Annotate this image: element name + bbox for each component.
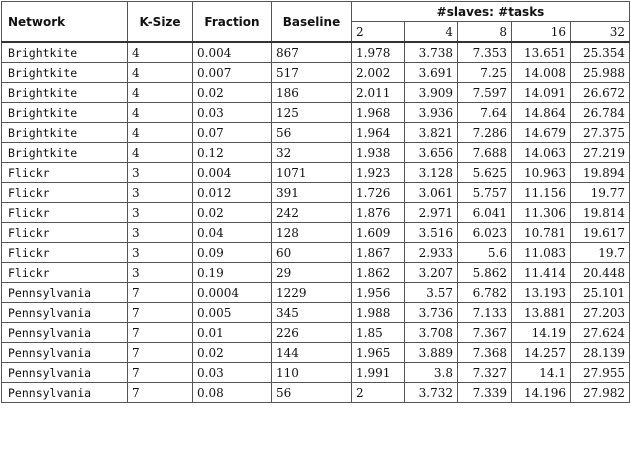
- baseline-cell: 32: [272, 143, 352, 163]
- subheader-4: 4: [405, 22, 458, 43]
- table-row: [2, 323, 630, 343]
- network-cell: Pennsylvania: [2, 343, 128, 363]
- speedup-16-cell: 14.19: [512, 323, 571, 343]
- network-cell: Pennsylvania: [2, 283, 128, 303]
- speedup-32-cell: 27.982: [571, 383, 630, 403]
- speedup-32-cell: 25.354: [571, 42, 630, 63]
- fraction-cell: 0.02: [193, 203, 272, 223]
- k-size-cell: 4: [128, 42, 193, 63]
- table-body: [2, 42, 630, 403]
- network-cell: Flickr: [2, 263, 128, 283]
- table-row: [2, 263, 630, 283]
- speedup-8-cell: 6.041: [458, 203, 512, 223]
- results-table: [1, 1, 630, 403]
- fraction-cell: 0.02: [193, 83, 272, 103]
- speedup-8-cell: 7.25: [458, 63, 512, 83]
- baseline-cell: 1071: [272, 163, 352, 183]
- table-row: [2, 283, 630, 303]
- speedup-8-cell: 7.353: [458, 42, 512, 63]
- table-row: [2, 63, 630, 83]
- k-size-cell: 7: [128, 343, 193, 363]
- baseline-cell: 29: [272, 263, 352, 283]
- header-row: [2, 2, 630, 22]
- speedup-16-cell: 11.414: [512, 263, 571, 283]
- speedup-4-cell: 3.061: [405, 183, 458, 203]
- speedup-4-cell: 2.971: [405, 203, 458, 223]
- k-size-cell: 7: [128, 283, 193, 303]
- speedup-2-cell: 1.726: [352, 183, 405, 203]
- speedup-32-cell: 26.672: [571, 83, 630, 103]
- speedup-16-cell: 13.881: [512, 303, 571, 323]
- speedup-2-cell: 1.991: [352, 363, 405, 383]
- baseline-header: Baseline: [272, 2, 352, 43]
- speedup-4-cell: 3.821: [405, 123, 458, 143]
- fraction-cell: 0.004: [193, 163, 272, 183]
- k-size-cell: 3: [128, 263, 193, 283]
- speedup-16-cell: 10.781: [512, 223, 571, 243]
- baseline-cell: 60: [272, 243, 352, 263]
- baseline-cell: 110: [272, 363, 352, 383]
- network-cell: Pennsylvania: [2, 323, 128, 343]
- speedup-2-cell: 1.867: [352, 243, 405, 263]
- k-size-cell: 7: [128, 323, 193, 343]
- fraction-header: Fraction: [193, 2, 272, 43]
- table-row: [2, 303, 630, 323]
- speedup-2-cell: 2: [352, 383, 405, 403]
- speedup-16-cell: 10.963: [512, 163, 571, 183]
- k-size-cell: 3: [128, 243, 193, 263]
- table-row: [2, 343, 630, 363]
- baseline-cell: 517: [272, 63, 352, 83]
- speedup-8-cell: 7.367: [458, 323, 512, 343]
- speedup-2-cell: 1.923: [352, 163, 405, 183]
- speedup-8-cell: 6.023: [458, 223, 512, 243]
- speedup-16-cell: 13.193: [512, 283, 571, 303]
- speedup-4-cell: 3.909: [405, 83, 458, 103]
- speedup-4-cell: 3.936: [405, 103, 458, 123]
- speedup-32-cell: 19.7: [571, 243, 630, 263]
- speedup-4-cell: 3.207: [405, 263, 458, 283]
- baseline-cell: 56: [272, 383, 352, 403]
- table-row: [2, 103, 630, 123]
- network-cell: Brightkite: [2, 123, 128, 143]
- speedup-16-cell: 14.679: [512, 123, 571, 143]
- speedup-16-cell: 14.008: [512, 63, 571, 83]
- speedup-32-cell: 27.219: [571, 143, 630, 163]
- speedup-16-cell: 14.257: [512, 343, 571, 363]
- fraction-cell: 0.07: [193, 123, 272, 143]
- baseline-cell: 186: [272, 83, 352, 103]
- fraction-cell: 0.04: [193, 223, 272, 243]
- baseline-cell: 56: [272, 123, 352, 143]
- speedup-16-cell: 11.306: [512, 203, 571, 223]
- speedup-2-cell: 1.988: [352, 303, 405, 323]
- speedup-16-cell: 14.091: [512, 83, 571, 103]
- speedup-2-cell: 1.862: [352, 263, 405, 283]
- speedup-2-cell: 1.876: [352, 203, 405, 223]
- speedup-8-cell: 6.782: [458, 283, 512, 303]
- k-size-cell: 4: [128, 123, 193, 143]
- speedup-2-cell: 1.938: [352, 143, 405, 163]
- fraction-cell: 0.19: [193, 263, 272, 283]
- speedup-8-cell: 7.339: [458, 383, 512, 403]
- speedup-32-cell: 27.375: [571, 123, 630, 143]
- speedup-8-cell: 7.286: [458, 123, 512, 143]
- speedup-32-cell: 19.894: [571, 163, 630, 183]
- speedup-32-cell: 28.139: [571, 343, 630, 363]
- speedup-32-cell: 19.814: [571, 203, 630, 223]
- baseline-cell: 144: [272, 343, 352, 363]
- table-row: [2, 383, 630, 403]
- speedup-4-cell: 3.8: [405, 363, 458, 383]
- baseline-cell: 242: [272, 203, 352, 223]
- table-row: [2, 143, 630, 163]
- speedup-16-cell: 11.083: [512, 243, 571, 263]
- speedup-16-cell: 14.196: [512, 383, 571, 403]
- speedup-4-cell: 3.738: [405, 42, 458, 63]
- speedup-4-cell: 3.57: [405, 283, 458, 303]
- speedup-2-cell: 2.002: [352, 63, 405, 83]
- speedup-4-cell: 3.736: [405, 303, 458, 323]
- network-cell: Flickr: [2, 183, 128, 203]
- speedup-4-cell: 3.889: [405, 343, 458, 363]
- k-size-cell: 7: [128, 363, 193, 383]
- table-row: [2, 83, 630, 103]
- network-cell: Flickr: [2, 203, 128, 223]
- speedup-2-cell: 1.964: [352, 123, 405, 143]
- fraction-cell: 0.12: [193, 143, 272, 163]
- fraction-cell: 0.007: [193, 63, 272, 83]
- network-cell: Pennsylvania: [2, 383, 128, 403]
- speedup-32-cell: 27.955: [571, 363, 630, 383]
- speedup-32-cell: 25.988: [571, 63, 630, 83]
- subheader-16: 16: [512, 22, 571, 43]
- baseline-cell: 345: [272, 303, 352, 323]
- speedup-2-cell: 1.956: [352, 283, 405, 303]
- fraction-cell: 0.004: [193, 42, 272, 63]
- fraction-cell: 0.01: [193, 323, 272, 343]
- network-cell: Pennsylvania: [2, 303, 128, 323]
- speedup-4-cell: 3.732: [405, 383, 458, 403]
- network-cell: Brightkite: [2, 42, 128, 63]
- baseline-cell: 1229: [272, 283, 352, 303]
- k-size-cell: 4: [128, 63, 193, 83]
- k-size-cell: 7: [128, 303, 193, 323]
- speedup-4-cell: 3.656: [405, 143, 458, 163]
- fraction-cell: 0.03: [193, 363, 272, 383]
- speedup-8-cell: 5.757: [458, 183, 512, 203]
- fraction-cell: 0.02: [193, 343, 272, 363]
- k-size-cell: 4: [128, 103, 193, 123]
- speedup-8-cell: 7.327: [458, 363, 512, 383]
- baseline-cell: 226: [272, 323, 352, 343]
- k-size-cell: 4: [128, 83, 193, 103]
- speedup-8-cell: 7.688: [458, 143, 512, 163]
- k-size-cell: 3: [128, 223, 193, 243]
- table-row: [2, 183, 630, 203]
- speedup-4-cell: 3.128: [405, 163, 458, 183]
- speedup-16-cell: 14.1: [512, 363, 571, 383]
- network-header: Network: [2, 2, 128, 43]
- speedup-2-cell: 1.978: [352, 42, 405, 63]
- fraction-cell: 0.0004: [193, 283, 272, 303]
- speedup-32-cell: 26.784: [571, 103, 630, 123]
- table-header: [2, 2, 630, 43]
- speedup-4-cell: 3.691: [405, 63, 458, 83]
- baseline-cell: 125: [272, 103, 352, 123]
- speedup-2-cell: 1.968: [352, 103, 405, 123]
- speedup-8-cell: 7.133: [458, 303, 512, 323]
- speedup-8-cell: 7.368: [458, 343, 512, 363]
- fraction-cell: 0.005: [193, 303, 272, 323]
- subheader-8: 8: [458, 22, 512, 43]
- slaves-tasks-header: #slaves: #tasks: [352, 2, 630, 22]
- speedup-8-cell: 5.625: [458, 163, 512, 183]
- network-cell: Brightkite: [2, 103, 128, 123]
- table-row: [2, 42, 630, 63]
- network-cell: Pennsylvania: [2, 363, 128, 383]
- table-row: [2, 203, 630, 223]
- speedup-32-cell: 25.101: [571, 283, 630, 303]
- speedup-2-cell: 1.85: [352, 323, 405, 343]
- speedup-8-cell: 5.6: [458, 243, 512, 263]
- table-row: [2, 223, 630, 243]
- speedup-8-cell: 5.862: [458, 263, 512, 283]
- speedup-16-cell: 11.156: [512, 183, 571, 203]
- network-cell: Flickr: [2, 163, 128, 183]
- k-size-cell: 3: [128, 163, 193, 183]
- speedup-32-cell: 19.617: [571, 223, 630, 243]
- baseline-cell: 867: [272, 42, 352, 63]
- baseline-cell: 128: [272, 223, 352, 243]
- table-row: [2, 243, 630, 263]
- speedup-16-cell: 13.651: [512, 42, 571, 63]
- speedup-2-cell: 1.965: [352, 343, 405, 363]
- baseline-cell: 391: [272, 183, 352, 203]
- network-cell: Flickr: [2, 243, 128, 263]
- speedup-4-cell: 2.933: [405, 243, 458, 263]
- subheader-32: 32: [571, 22, 630, 43]
- fraction-cell: 0.08: [193, 383, 272, 403]
- k-size-cell: 3: [128, 203, 193, 223]
- speedup-2-cell: 2.011: [352, 83, 405, 103]
- fraction-cell: 0.09: [193, 243, 272, 263]
- fraction-cell: 0.012: [193, 183, 272, 203]
- speedup-8-cell: 7.597: [458, 83, 512, 103]
- speedup-2-cell: 1.609: [352, 223, 405, 243]
- speedup-32-cell: 27.624: [571, 323, 630, 343]
- subheader-2: 2: [352, 22, 405, 43]
- table-row: [2, 363, 630, 383]
- speedup-4-cell: 3.708: [405, 323, 458, 343]
- speedup-16-cell: 14.063: [512, 143, 571, 163]
- k-size-header: K-Size: [128, 2, 193, 43]
- speedup-4-cell: 3.516: [405, 223, 458, 243]
- network-cell: Brightkite: [2, 63, 128, 83]
- table-row: [2, 163, 630, 183]
- speedup-16-cell: 14.864: [512, 103, 571, 123]
- k-size-cell: 7: [128, 383, 193, 403]
- fraction-cell: 0.03: [193, 103, 272, 123]
- speedup-8-cell: 7.64: [458, 103, 512, 123]
- network-cell: Flickr: [2, 223, 128, 243]
- k-size-cell: 3: [128, 183, 193, 203]
- network-cell: Brightkite: [2, 83, 128, 103]
- network-cell: Brightkite: [2, 143, 128, 163]
- table-row: [2, 123, 630, 143]
- speedup-32-cell: 19.77: [571, 183, 630, 203]
- speedup-32-cell: 20.448: [571, 263, 630, 283]
- speedup-32-cell: 27.203: [571, 303, 630, 323]
- k-size-cell: 4: [128, 143, 193, 163]
